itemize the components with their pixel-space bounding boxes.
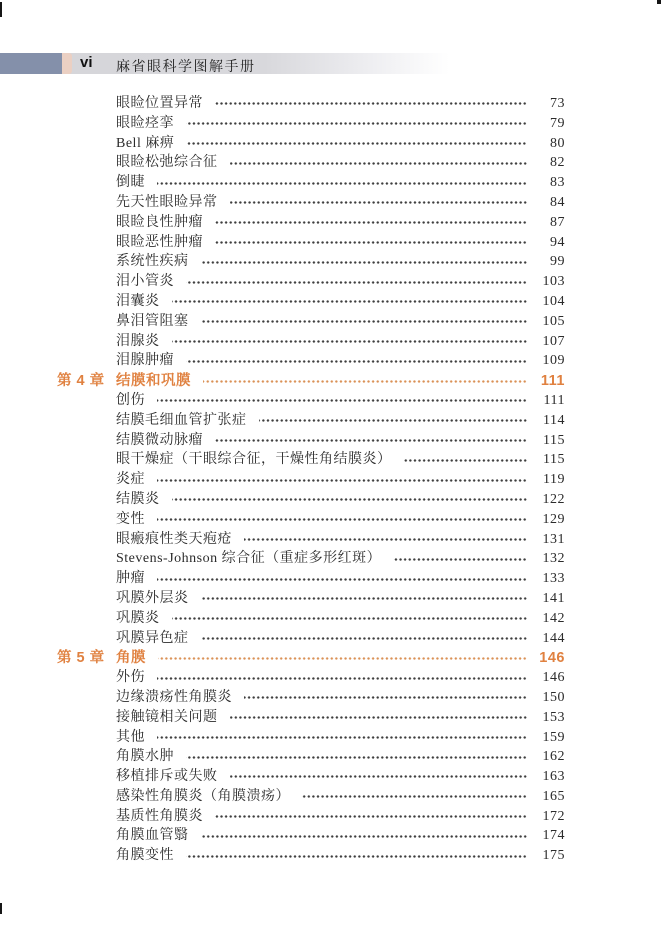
toc-entry-page: 105	[542, 313, 565, 329]
toc-entry	[0, 785, 661, 805]
toc-entry-title: 结膜毛细血管扩张症	[116, 412, 247, 428]
toc-entry-page: 162	[542, 749, 565, 765]
dot-leader	[404, 458, 528, 463]
toc-entry-title: 肿瘤	[116, 571, 145, 587]
dot-leader	[230, 200, 528, 205]
toc-entry	[0, 389, 661, 409]
toc-entry	[0, 745, 661, 765]
toc-entry	[0, 726, 661, 746]
toc-entry-title: Bell 麻痹	[116, 135, 175, 151]
toc-entry-title: 创伤	[116, 392, 145, 408]
toc-entry-title: 外伤	[116, 670, 145, 686]
toc-entry	[0, 330, 661, 350]
dot-leader	[157, 676, 527, 681]
toc-entry-title: 泪腺肿瘤	[116, 353, 174, 369]
toc-entry-page: 165	[542, 788, 565, 804]
chapter-title: 结膜和巩膜	[116, 373, 191, 390]
dot-leader	[201, 596, 528, 601]
header-bar-accent	[62, 53, 72, 74]
toc-entry-title: 边缘溃疡性角膜炎	[116, 689, 232, 705]
toc-entry-page: 79	[550, 115, 565, 131]
dot-leader	[172, 299, 528, 304]
chapter-title: 角膜	[116, 650, 146, 667]
toc-entry-title: 角膜水肿	[116, 749, 174, 765]
toc-entry-page: 80	[550, 135, 565, 151]
toc-chapter-heading	[0, 646, 661, 666]
dot-leader	[215, 101, 527, 106]
toc-entry-title: 眼睑松弛综合征	[116, 155, 218, 171]
dot-leader	[244, 695, 527, 700]
toc-entry-page: 119	[543, 472, 565, 488]
dot-leader	[302, 794, 527, 799]
dot-leader	[201, 260, 528, 265]
toc-entry-page: 107	[542, 333, 565, 349]
dot-leader	[172, 616, 528, 621]
dot-leader	[186, 141, 527, 146]
dot-leader	[201, 834, 528, 839]
dot-leader	[158, 656, 527, 661]
dot-leader	[157, 735, 527, 740]
toc-entry-page: 163	[542, 769, 565, 785]
dot-leader	[215, 438, 527, 443]
toc-entry-page: 104	[542, 293, 565, 309]
dot-leader	[215, 220, 527, 225]
toc-entry-page: 174	[542, 828, 565, 844]
running-header	[0, 53, 661, 74]
toc-entry-page: 84	[550, 194, 565, 210]
toc-entry	[0, 112, 661, 132]
toc-entry-page: 159	[542, 729, 565, 745]
toc-entry-page: 146	[542, 670, 565, 686]
toc-entry-page: 129	[542, 511, 565, 527]
toc-entry-title: 基质性角膜炎	[116, 808, 203, 824]
toc-entry-page: 122	[542, 491, 565, 507]
toc-entry-title: 巩膜异色症	[116, 630, 189, 646]
toc-entry	[0, 191, 661, 211]
toc-entry	[0, 290, 661, 310]
toc-chapter-heading	[0, 369, 661, 389]
toc-entry-title: 泪腺炎	[116, 333, 160, 349]
scan-artifact	[0, 903, 2, 914]
toc-entry	[0, 132, 661, 152]
scan-artifact	[657, 0, 661, 4]
dot-leader	[157, 181, 527, 186]
toc-entry-title: 角膜血管翳	[116, 828, 189, 844]
dot-leader	[201, 319, 528, 324]
chapter-number: 第 5 章	[57, 650, 105, 667]
toc-entry	[0, 409, 661, 429]
toc-entry-title: Stevens-Johnson 综合征（重症多形红斑）	[116, 551, 382, 567]
toc-entry-title: 其他	[116, 729, 145, 745]
toc-entry	[0, 528, 661, 548]
dot-leader	[186, 755, 527, 760]
toc-entry-title: 先天性眼睑异常	[116, 194, 218, 210]
dot-leader	[259, 418, 528, 423]
toc-entry-title: 角膜变性	[116, 848, 174, 864]
toc-entry	[0, 231, 661, 251]
toc-entry	[0, 429, 661, 449]
dot-leader	[157, 398, 527, 403]
toc-entry	[0, 765, 661, 785]
toc-entry-title: 眼睑位置异常	[116, 96, 203, 111]
toc-entry-page: 73	[550, 96, 565, 111]
toc-entry-page: 114	[543, 412, 565, 428]
dot-leader	[201, 636, 528, 641]
toc-entry-title: 结膜炎	[116, 491, 160, 507]
toc-entry-page: 87	[550, 214, 565, 230]
dot-leader	[186, 359, 527, 364]
toc-entry	[0, 587, 661, 607]
dot-leader	[157, 517, 527, 522]
toc-entry-title: 移植排斥或失败	[116, 769, 218, 785]
toc-entry-title: 眼睑良性肿瘤	[116, 214, 203, 230]
toc-entry	[0, 310, 661, 330]
folio-page-number: vi	[80, 54, 93, 71]
toc-entry-page: 144	[542, 630, 565, 646]
toc-entry	[0, 92, 661, 112]
toc-entry	[0, 607, 661, 627]
toc-entry	[0, 151, 661, 171]
dot-leader	[186, 854, 527, 859]
toc-entry-page: 132	[542, 551, 565, 567]
toc-entry	[0, 468, 661, 488]
toc-entry-page: 111	[543, 392, 565, 408]
dot-leader	[157, 577, 527, 582]
toc-list	[0, 92, 661, 864]
toc-entry	[0, 686, 661, 706]
toc-entry-title: 感染性角膜炎（角膜溃疡）	[116, 788, 290, 804]
toc-entry	[0, 805, 661, 825]
toc-entry-page: 94	[550, 234, 565, 250]
toc-entry-title: 巩膜炎	[116, 610, 160, 626]
dot-leader	[230, 715, 528, 720]
toc-entry-title: 眼睑恶性肿瘤	[116, 234, 203, 250]
toc-entry-title: 鼻泪管阻塞	[116, 313, 189, 329]
toc-entry	[0, 270, 661, 290]
toc-entry-page: 150	[542, 689, 565, 705]
toc-entry-title: 系统性疾病	[116, 254, 189, 270]
dot-leader	[244, 537, 527, 542]
toc-entry-page: 115	[543, 432, 565, 448]
chapter-page: 111	[540, 373, 565, 390]
toc-entry-page: 82	[550, 155, 565, 171]
toc-entry-page: 83	[550, 175, 565, 191]
toc-entry	[0, 567, 661, 587]
toc-entry	[0, 488, 661, 508]
toc-entry	[0, 706, 661, 726]
toc-entry	[0, 627, 661, 647]
toc-entry-title: 泪小管炎	[116, 274, 174, 290]
dot-leader	[172, 497, 528, 502]
toc-entry-page: 99	[550, 254, 565, 270]
toc-entry	[0, 211, 661, 231]
header-bar-decoration	[0, 53, 62, 74]
toc-entry-page: 142	[542, 610, 565, 626]
chapter-number: 第 4 章	[57, 373, 105, 390]
toc-entry-page: 115	[543, 452, 565, 468]
toc-entry	[0, 844, 661, 864]
toc-entry	[0, 508, 661, 528]
toc-entry-page: 172	[542, 808, 565, 824]
toc-entry	[0, 666, 661, 686]
chapter-page: 146	[539, 650, 565, 667]
dot-leader	[203, 379, 527, 384]
toc-entry-title: 变性	[116, 511, 145, 527]
toc-entry-page: 109	[542, 353, 565, 369]
toc-entry-title: 结膜微动脉瘤	[116, 432, 203, 448]
toc-entry	[0, 171, 661, 191]
dot-leader	[393, 557, 527, 562]
toc-entry-page: 131	[542, 531, 565, 547]
toc-entry-title: 泪囊炎	[116, 293, 160, 309]
toc-entry-page: 153	[542, 709, 565, 725]
book-title: 麻省眼科学图解手册	[116, 58, 256, 74]
dot-leader	[215, 240, 527, 245]
toc-entry-page: 103	[542, 274, 565, 290]
dot-leader	[172, 339, 528, 344]
toc-entry	[0, 547, 661, 567]
toc-entry-title: 炎症	[116, 472, 145, 488]
toc-entry-page: 141	[542, 590, 565, 606]
toc-entry-title: 倒睫	[116, 175, 145, 191]
toc-entry-title: 眼干燥症（干眼综合征，干燥性角结膜炎）	[116, 452, 392, 468]
dot-leader	[230, 161, 528, 166]
toc-entry	[0, 349, 661, 369]
dot-leader	[186, 121, 527, 126]
toc-entry-title: 眼瘢痕性类天疱疮	[116, 531, 232, 547]
toc-entry	[0, 250, 661, 270]
scan-artifact	[0, 2, 2, 17]
dot-leader	[215, 814, 527, 819]
toc-entry-page: 175	[542, 848, 565, 864]
dot-leader	[157, 478, 527, 483]
toc-entry	[0, 448, 661, 468]
toc-entry-title: 巩膜外层炎	[116, 590, 189, 606]
toc-entry	[0, 824, 661, 844]
dot-leader	[186, 280, 527, 285]
toc-entry-title: 眼睑痉挛	[116, 115, 174, 131]
dot-leader	[230, 774, 528, 779]
toc-entry-title: 接触镜相关问题	[116, 709, 218, 725]
toc-entry-page: 133	[542, 571, 565, 587]
